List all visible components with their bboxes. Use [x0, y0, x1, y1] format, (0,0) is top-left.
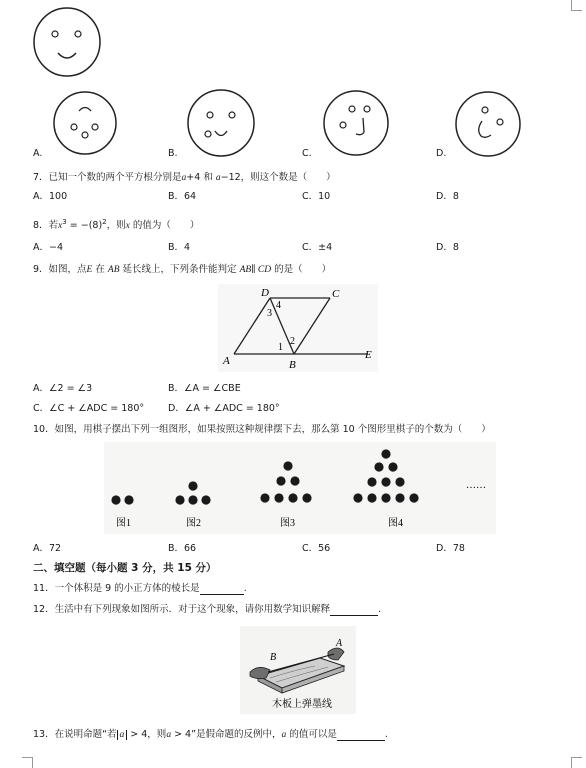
- q13-gt4b: > 4: [171, 729, 192, 740]
- caption-2: 图2: [186, 518, 201, 529]
- original-face-figure: [32, 6, 102, 78]
- chess-pieces-figure: [104, 442, 496, 534]
- q11-line: [33, 583, 247, 595]
- option-c-face-figure[interactable]: [322, 88, 390, 158]
- q12-end: .: [378, 604, 382, 615]
- q8-eq: = −(8): [66, 220, 103, 232]
- q13-abs-a: a: [117, 730, 128, 740]
- q10-option-a[interactable]: A．72: [33, 543, 62, 554]
- q8-option-b[interactable]: B．4: [168, 242, 191, 253]
- label-d: D: [261, 287, 269, 299]
- q9-stem: [33, 264, 331, 276]
- q9-ab: AB: [107, 265, 120, 275]
- option-d-face-figure[interactable]: [454, 90, 522, 158]
- q10-option-d[interactable]: D．78: [436, 543, 465, 554]
- corner-mark-top-right: [571, 0, 582, 11]
- q9-option-b[interactable]: B．∠A = ∠CBE: [168, 383, 241, 394]
- corner-mark-bottom-right: [571, 757, 582, 768]
- caption-4: 图4: [388, 518, 403, 529]
- q11-end: .: [243, 583, 247, 594]
- fig-caption: 木板上弹墨线: [272, 699, 332, 710]
- label-b: B: [289, 359, 296, 371]
- q8-stem-text: 8．若: [33, 220, 59, 232]
- angle-2-label: 2: [290, 336, 295, 347]
- q10-stem: 10．如图，用棋子摆出下列一组图形，如果按照这种规律摆下去，那么第 10 个图形里棋子的个数为（ ）: [33, 424, 491, 435]
- q13-line: [33, 729, 388, 741]
- angle-3-label: 3: [267, 308, 272, 319]
- q13-var-a: a: [166, 730, 172, 740]
- q8-mid: ，则: [106, 220, 126, 232]
- section-2-title: 二、填空题（每小题 3 分，共 15 分）: [33, 562, 217, 574]
- q8-stem: [33, 216, 199, 232]
- q10-option-c[interactable]: C．56: [302, 543, 331, 554]
- q6-option-d[interactable]: D.: [436, 148, 447, 159]
- q13-pre: 13．在说明命题“若: [33, 729, 117, 740]
- q7-stem: [33, 172, 336, 184]
- pattern-ellipsis: ……: [466, 480, 486, 491]
- q8-sup3: 3: [62, 218, 67, 226]
- q9-option-d[interactable]: D．∠A + ∠ADC = 180°: [168, 403, 280, 414]
- q12-text: 12．生活中有下列现象如图所示．对于这个现象，请你用数学知识解释: [33, 604, 331, 615]
- q10-option-b[interactable]: B．66: [168, 543, 197, 554]
- q8-var-x2: x: [125, 221, 130, 232]
- q12-line: [33, 604, 381, 616]
- angle-4-label: 4: [276, 300, 281, 311]
- parallelogram-figure: [218, 284, 378, 372]
- fig-label-b: B: [270, 652, 277, 663]
- q8-tail: 的值为（ ）: [129, 220, 200, 232]
- q7-tail: ，则这个数是（ ）: [240, 172, 336, 183]
- q9-tail1: 延长线上，下列条件能判定: [119, 264, 240, 275]
- option-a-face-figure[interactable]: [52, 90, 118, 156]
- q8-option-a[interactable]: A．−4: [33, 242, 64, 253]
- angle-1-label: 1: [278, 342, 283, 353]
- q7-option-c[interactable]: C．10: [302, 191, 331, 202]
- q6-option-c[interactable]: C.: [302, 148, 312, 159]
- q9-tail2: 的是（ ）: [271, 264, 332, 275]
- q8-option-c[interactable]: C．±4: [302, 242, 333, 253]
- q7-var-a: a: [181, 173, 187, 183]
- q13-mid: ”是假命题的反例中，: [191, 729, 282, 740]
- q13-end: .: [384, 729, 388, 740]
- q9-point-e: E: [86, 265, 93, 275]
- corner-mark-bottom-left: [22, 757, 33, 768]
- q6-option-a[interactable]: A.: [33, 148, 43, 159]
- q7-plus4: +4: [186, 172, 201, 183]
- q7-and: 和: [200, 172, 216, 183]
- caption-1: 图1: [116, 518, 131, 529]
- q9-in: 在: [92, 264, 108, 275]
- ink-line-board-figure: [240, 626, 356, 714]
- label-a: A: [223, 355, 230, 367]
- q13-gt4: > 4，则: [127, 729, 167, 740]
- q13-var-a2: a: [281, 730, 287, 740]
- q7-minus12: −12: [220, 172, 241, 183]
- q13-answer-blank[interactable]: [337, 731, 385, 741]
- q7-stem-text: 7．已知一个数的两个平方根分别是: [33, 172, 182, 183]
- q7-option-d[interactable]: D．8: [436, 191, 459, 202]
- q9-option-c[interactable]: C．∠C + ∠ADC = 180°: [33, 403, 145, 414]
- caption-3: 图3: [280, 518, 295, 529]
- q9-stem-text: 9．如图，点: [33, 264, 87, 275]
- q8-option-d[interactable]: D．8: [436, 242, 459, 253]
- q11-answer-blank[interactable]: [200, 585, 244, 595]
- fig-label-a: A: [336, 638, 343, 649]
- q7-var-a2: a: [215, 173, 221, 183]
- q7-option-b[interactable]: B．64: [168, 191, 197, 202]
- q7-option-a[interactable]: A．100: [33, 191, 68, 202]
- q8-var-x: x: [58, 221, 63, 232]
- q11-text: 11．一个体积是 9 的小正方体的棱长是: [33, 583, 200, 594]
- q8-sup2: 2: [102, 218, 107, 226]
- label-e: E: [365, 349, 372, 361]
- q9-ab-parallel-cd: AB∥ CD: [239, 265, 272, 275]
- option-b-face-figure[interactable]: [186, 88, 256, 158]
- label-c: C: [332, 288, 340, 300]
- q13-tail: 的值可以是: [286, 729, 337, 740]
- q6-option-b[interactable]: B.: [168, 148, 178, 159]
- q9-option-a[interactable]: A．∠2 = ∠3: [33, 383, 93, 394]
- q12-answer-blank[interactable]: [330, 606, 378, 616]
